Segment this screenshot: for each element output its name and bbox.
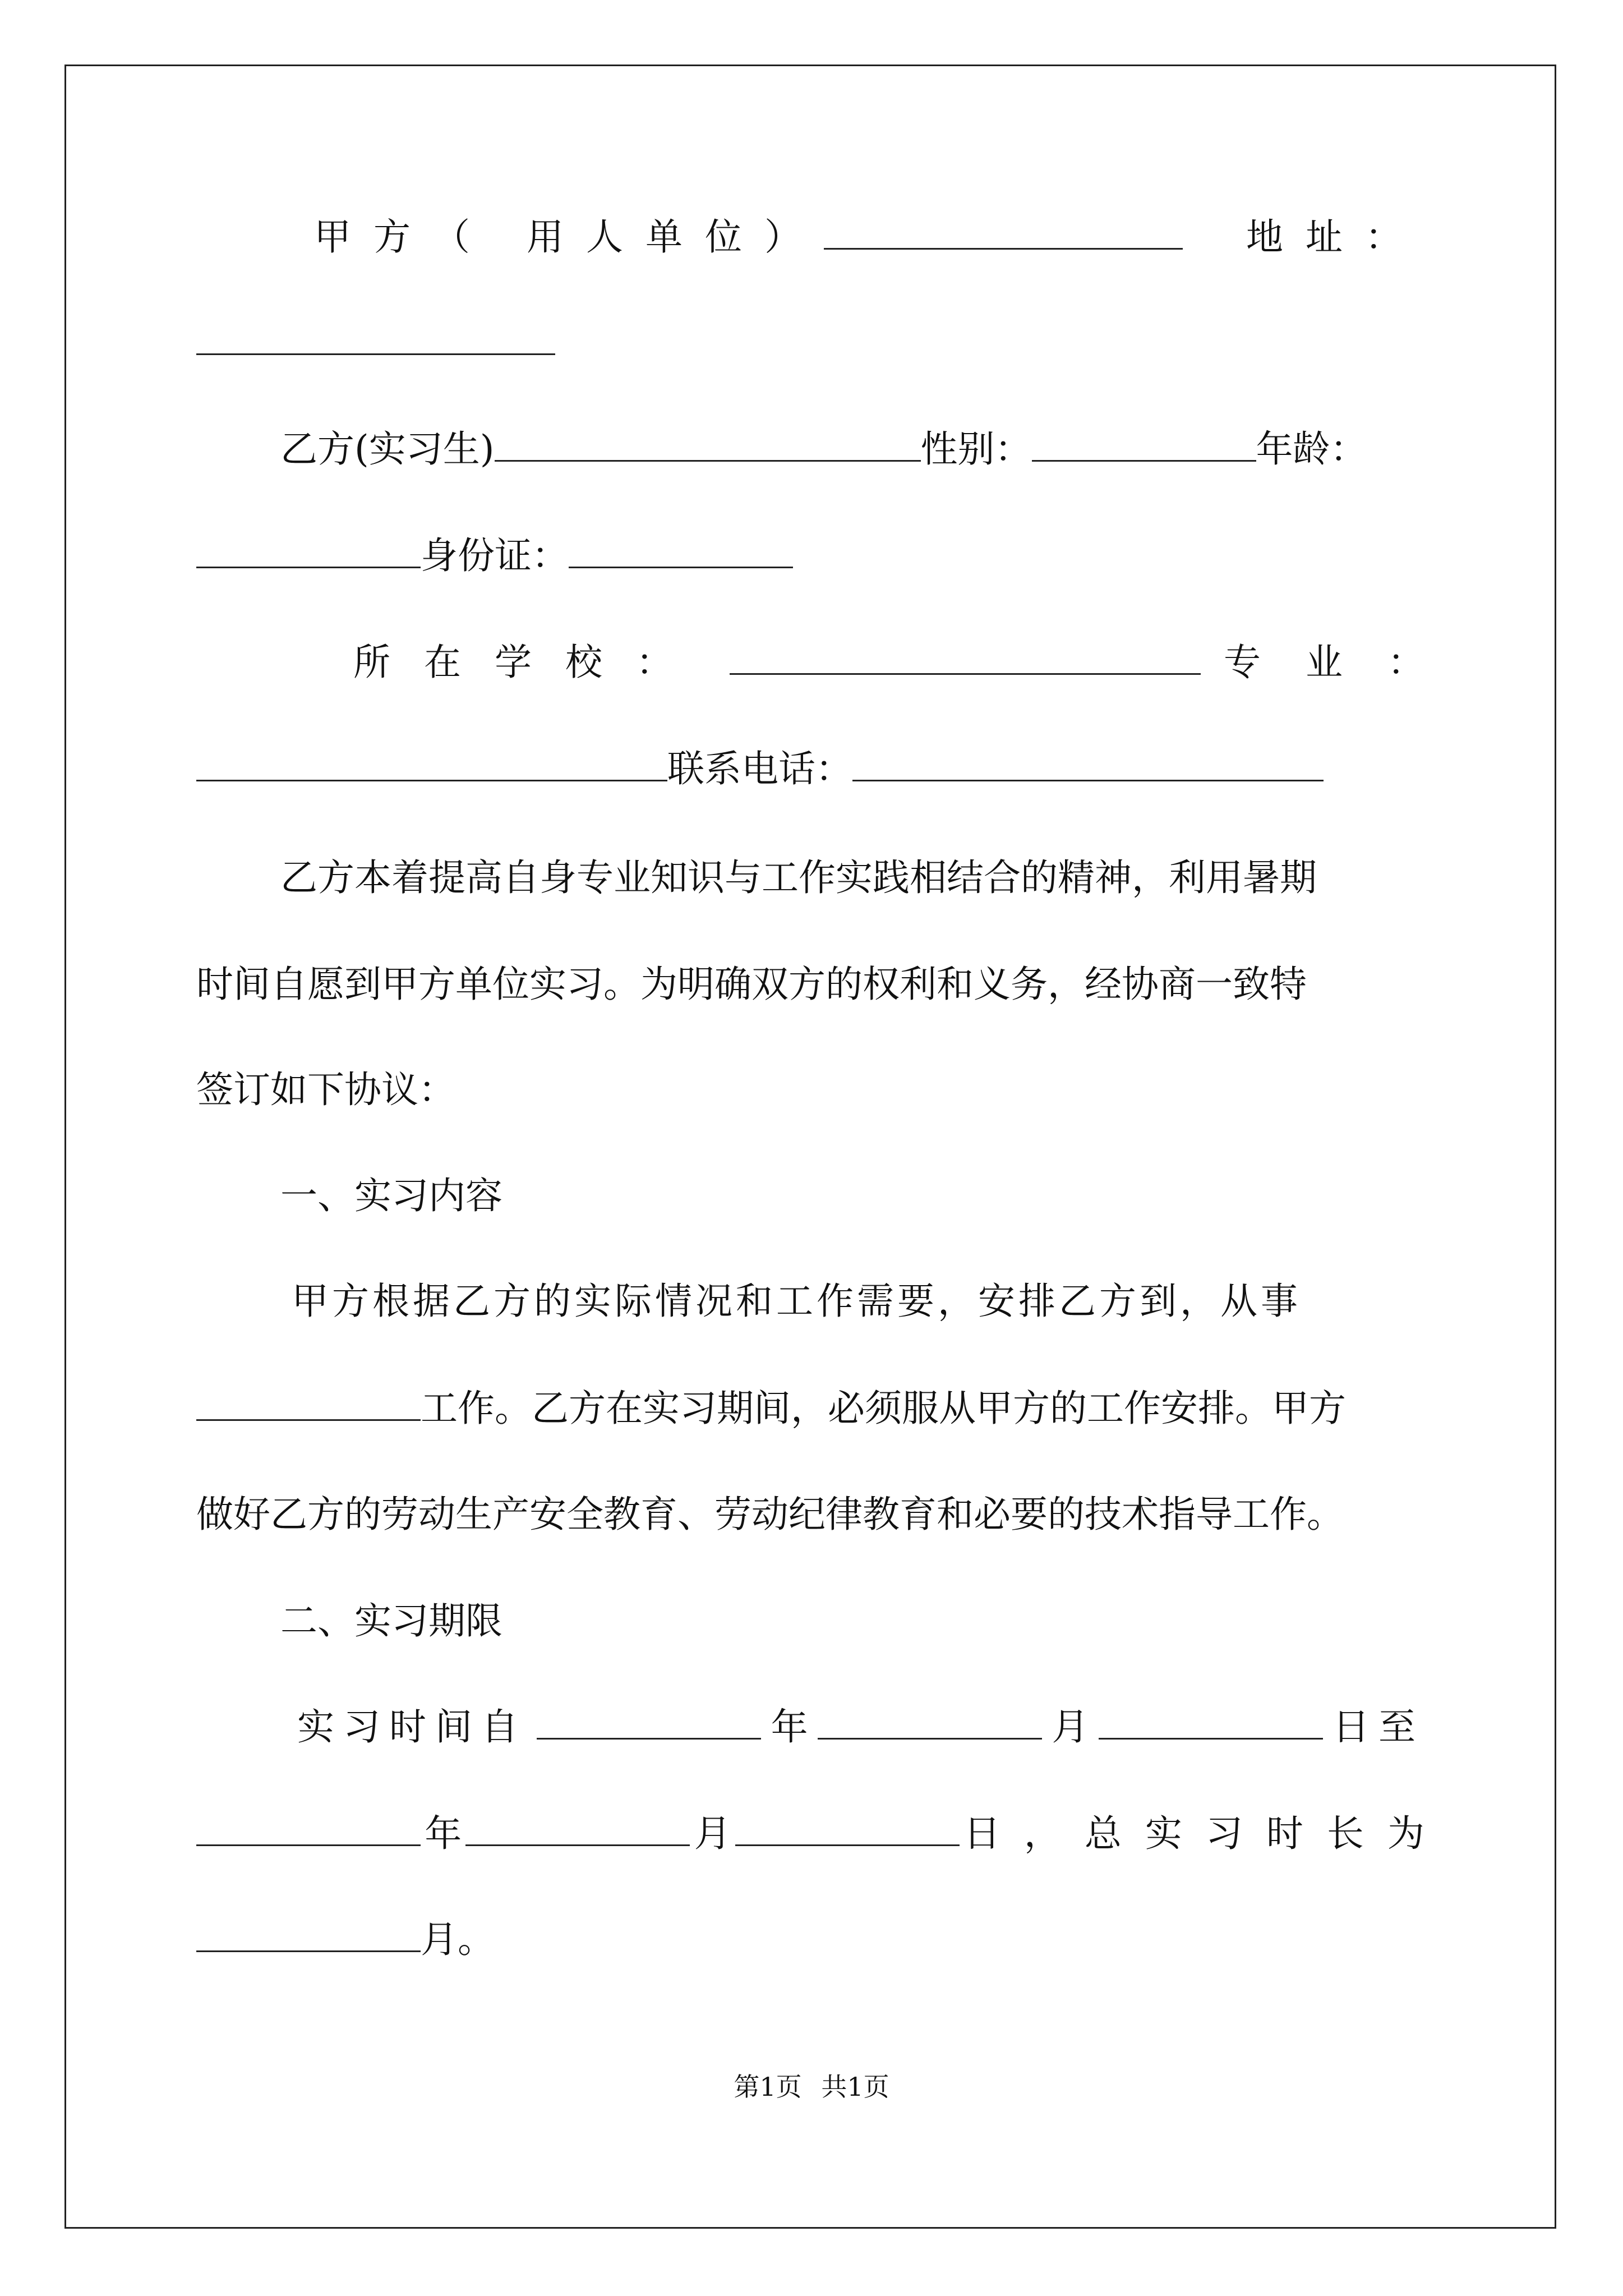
section1-heading: 一、实习内容 [280, 1174, 502, 1217]
period-prefix: 实习时间自 [297, 1705, 527, 1749]
section2-heading: 二、实习期限 [280, 1599, 502, 1642]
period-line-3 [196, 1911, 1424, 1967]
phone-blank[interactable] [852, 740, 1324, 781]
page-number-total: 共1页 [821, 2072, 889, 2102]
end-day-blank[interactable] [735, 1805, 960, 1846]
party-a-blank[interactable] [824, 209, 1183, 250]
address-label: 地址： [1246, 215, 1424, 259]
section1-line-2 [196, 1380, 1424, 1436]
intro-line-2: 时间自愿到甲方单位实习。为明确双方的权利和义务，经协商一致特 [196, 963, 1307, 1006]
party-a-line [196, 209, 1424, 265]
page-border [64, 65, 1556, 2229]
party-b-line [196, 421, 1424, 477]
end-year-label: 年 [425, 1812, 462, 1855]
school-line [196, 634, 1469, 690]
phone-label: 联系电话： [667, 747, 852, 790]
age-label: 年龄： [1256, 427, 1367, 471]
section1-line-3: 做好乙方的劳动生产安全教育、劳动纪律教育和必要的技术指导工作。 [196, 1493, 1344, 1536]
major-label: 专业： [1224, 641, 1469, 684]
start-year-blank[interactable] [537, 1699, 761, 1740]
intro-line-3: 签订如下协议： [196, 1068, 455, 1111]
age-blank[interactable] [196, 527, 421, 568]
start-month-label: 月 [1052, 1705, 1089, 1749]
school-label: 所在学校： [353, 641, 707, 684]
school-blank[interactable] [730, 634, 1201, 675]
section1-line-1: 甲方根据乙方的实际情况和工作需要，安排乙方到，从事 [292, 1280, 1301, 1323]
period-line-2 [196, 1805, 1448, 1861]
start-day-blank[interactable] [1099, 1699, 1323, 1740]
total-months-blank[interactable] [196, 1911, 421, 1952]
job-blank[interactable] [196, 1380, 421, 1421]
party-a-label: 甲方（ 用人单位） [314, 215, 824, 259]
start-year-label: 年 [771, 1705, 808, 1749]
end-year-blank[interactable] [196, 1805, 421, 1846]
page-footer [0, 2070, 1623, 2104]
section1-line-2-text: 工作。乙方在实习期间，必须服从甲方的工作安排。甲方 [421, 1387, 1346, 1430]
id-blank[interactable] [569, 527, 793, 568]
end-month-label: 月 [694, 1812, 731, 1855]
address-line [196, 314, 1424, 370]
start-day-to-label: 日至 [1332, 1705, 1424, 1749]
page-number-current: 第1页 [734, 2072, 802, 2102]
party-b-blank[interactable] [495, 421, 921, 462]
period-line-1 [196, 1699, 1424, 1755]
end-month-blank[interactable] [465, 1805, 690, 1846]
id-line [196, 527, 1424, 583]
party-b-label: 乙方(实习生) [280, 427, 495, 471]
id-label: 身份证： [421, 534, 569, 577]
start-month-blank[interactable] [818, 1699, 1042, 1740]
major-blank[interactable] [196, 740, 667, 781]
gender-label: 性别： [920, 427, 1032, 471]
address-blank[interactable] [196, 314, 555, 355]
intro-line-1: 乙方本着提高自身专业知识与工作实践相结合的精神，利用暑期 [280, 856, 1317, 899]
phone-line [196, 740, 1424, 797]
gender-blank[interactable] [1032, 421, 1256, 462]
months-suffix: 月。 [421, 1918, 495, 1961]
end-day-total-label: 日，总实习时长为 [963, 1812, 1448, 1855]
